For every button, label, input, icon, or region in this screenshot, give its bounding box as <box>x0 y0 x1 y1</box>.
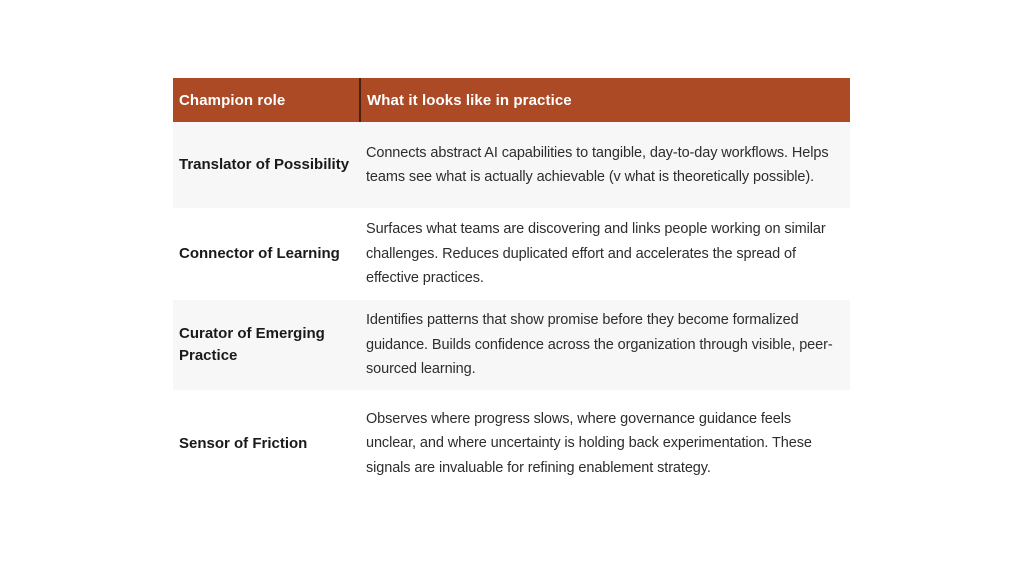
column-header-what-it-looks-like: What it looks like in practice <box>360 78 850 122</box>
practice-description: Identifies patterns that show promise before they become formalized guidance. Builds confidence across the organization through visible, peer-sourced learning. <box>366 312 833 378</box>
table-row-curator-of-emerging-practice <box>173 300 850 390</box>
practice-description: Observes where progress slows, where governance guidance feels unclear, and where uncertainty is holding back experimentation. These signals are invaluable for refining enablement strategy. <box>366 410 812 476</box>
table-row-connector-of-learning <box>173 208 850 300</box>
table-row-sensor-of-friction <box>173 390 850 497</box>
table-row-translator-of-possibility <box>173 122 850 208</box>
table-header-row <box>173 78 850 122</box>
column-header-champion-role: Champion role <box>173 78 360 122</box>
role-label: Curator of Emerging Practice <box>179 325 325 364</box>
role-label: Connector of Learning <box>179 245 340 262</box>
role-label: Sensor of Friction <box>179 434 308 452</box>
champion-roles-table <box>173 78 850 497</box>
practice-description: Surfaces what teams are discovering and links people working on similar challenges. Reduces duplicated effort and accelerates the spread of effective practices. <box>366 221 826 287</box>
role-label: Translator of Possibility <box>179 156 350 173</box>
practice-description: Connects abstract AI capabilities to tangible, day-to-day workflows. Helps teams see what is actually achievable (v what is theoretically possible). <box>366 144 829 185</box>
